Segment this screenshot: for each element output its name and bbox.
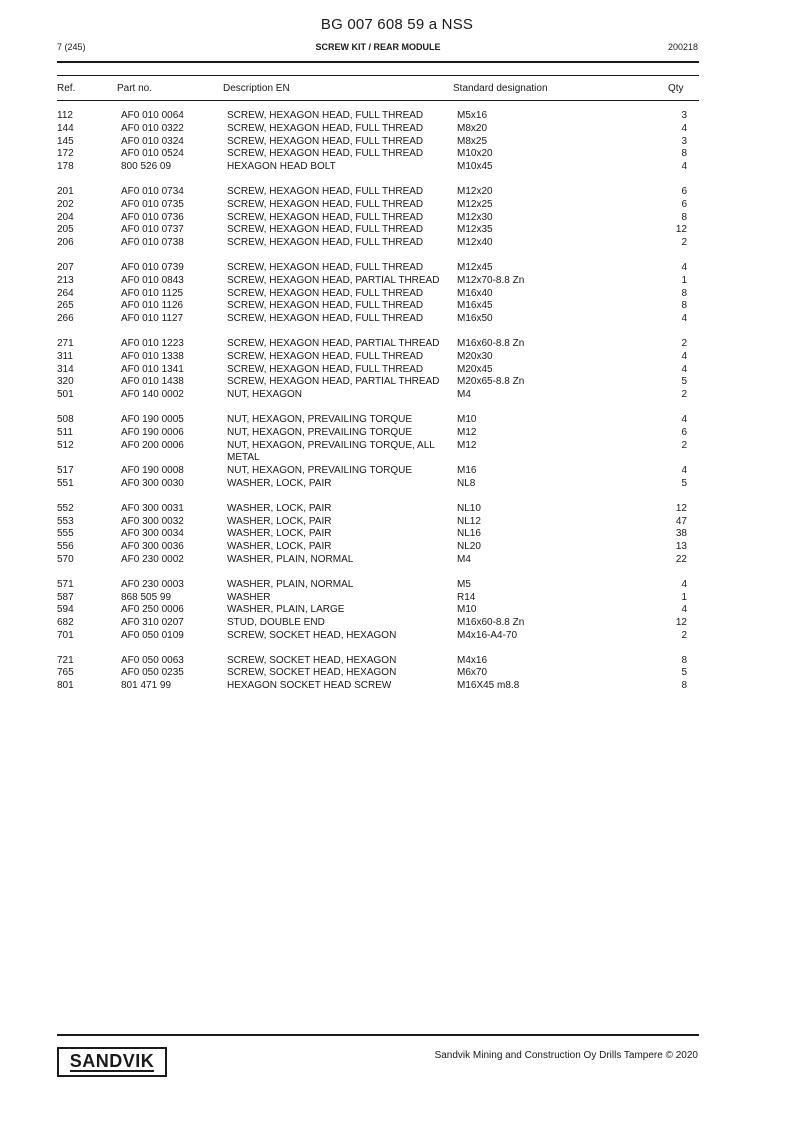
cell-ref: 206	[57, 237, 74, 249]
cell-standard: M4	[457, 553, 471, 565]
cell-standard: M8x25	[457, 135, 488, 147]
page-number: 7 (245)	[57, 42, 86, 52]
cell-part-no: AF0 010 0737	[121, 224, 184, 236]
cell-part-no: AF0 010 1127	[121, 313, 184, 325]
cell-standard: M8x20	[457, 122, 488, 134]
table-row	[57, 275, 699, 288]
cell-description: SCREW, HEXAGON HEAD, FULL THREAD	[227, 350, 424, 362]
cell-part-no: AF0 300 0036	[121, 541, 184, 553]
table-row	[57, 427, 699, 440]
cell-qty: 4	[681, 578, 687, 590]
table-row	[57, 174, 699, 199]
cell-ref: 551	[57, 477, 74, 489]
table-row	[57, 110, 699, 123]
column-header-standard: Standard designation	[453, 83, 548, 94]
cell-description: SCREW, SOCKET HEAD, HEXAGON	[227, 667, 397, 679]
table-row	[57, 617, 699, 630]
table-row	[57, 161, 699, 174]
cell-ref: 266	[57, 313, 74, 325]
cell-standard: M16x45	[457, 300, 493, 312]
date-code: 200218	[667, 42, 698, 52]
cell-qty: 12	[675, 617, 687, 629]
cell-standard: M16X45 m8.8	[457, 680, 520, 692]
cell-qty: 5	[681, 667, 687, 679]
cell-ref: 682	[57, 617, 74, 629]
cell-ref: 801	[57, 680, 74, 692]
cell-qty: 8	[681, 148, 687, 160]
cell-part-no: AF0 010 0739	[121, 261, 184, 273]
cell-standard: M4x16	[457, 654, 488, 666]
cell-ref: 204	[57, 211, 74, 223]
cell-qty: 6	[681, 198, 687, 210]
cell-description: SCREW, HEXAGON HEAD, FULL THREAD	[227, 110, 424, 121]
cell-ref: 501	[57, 389, 74, 401]
cell-qty: 22	[675, 553, 687, 565]
cell-description: SCREW, HEXAGON HEAD, FULL THREAD	[227, 237, 424, 249]
column-header-ref: Ref.	[57, 83, 76, 94]
cell-description: WASHER, PLAIN, NORMAL	[227, 553, 354, 565]
column-header-qty: Qty	[668, 83, 684, 94]
cell-qty: 8	[681, 654, 687, 666]
cell-part-no: AF0 010 0734	[121, 185, 184, 197]
cell-ref: 207	[57, 261, 74, 273]
cell-description: SCREW, HEXAGON HEAD, FULL THREAD	[227, 313, 424, 325]
cell-qty: 5	[681, 376, 687, 388]
cell-ref: 556	[57, 541, 74, 553]
cell-standard: NL8	[457, 477, 476, 489]
cell-standard: M10	[457, 604, 477, 616]
cell-part-no: AF0 050 0235	[121, 667, 184, 679]
table-row	[57, 516, 699, 529]
cell-ref: 721	[57, 654, 74, 666]
table-row	[57, 313, 699, 326]
cell-description: SCREW, HEXAGON HEAD, FULL THREAD	[227, 287, 424, 299]
cell-description: NUT, HEXAGON, PREVAILING TORQUE, ALL METAL	[227, 439, 435, 464]
cell-ref: 765	[57, 667, 74, 679]
cell-qty: 8	[681, 211, 687, 223]
cell-qty: 6	[681, 426, 687, 438]
table-row	[57, 136, 699, 149]
cell-standard: M16x60-8.8 Zn	[457, 617, 525, 629]
cell-standard: M6x70	[457, 667, 488, 679]
cell-description: SCREW, SOCKET HEAD, HEXAGON	[227, 629, 397, 641]
cell-qty: 12	[675, 502, 687, 514]
cell-standard: NL20	[457, 541, 481, 553]
cell-part-no: 800 526 09	[121, 161, 172, 173]
cell-part-no: AF0 300 0032	[121, 515, 184, 527]
cell-qty: 38	[675, 528, 687, 540]
cell-standard: M12x70-8.8 Zn	[457, 274, 525, 286]
cell-description: WASHER, LOCK, PAIR	[227, 477, 332, 489]
cell-ref: 701	[57, 629, 74, 641]
cell-part-no: AF0 190 0008	[121, 465, 184, 477]
table-row	[57, 351, 699, 364]
cell-part-no: AF0 190 0005	[121, 413, 184, 425]
table-row	[57, 528, 699, 541]
cell-part-no: AF0 010 1438	[121, 376, 184, 388]
footer-copyright: Sandvik Mining and Construction Oy Drills Tampere © 2020	[434, 1050, 698, 1061]
table-row	[57, 237, 699, 250]
cell-description: SCREW, HEXAGON HEAD, FULL THREAD	[227, 211, 424, 223]
cell-standard: M10	[457, 413, 477, 425]
cell-description: SCREW, HEXAGON HEAD, FULL THREAD	[227, 198, 424, 210]
table-row	[57, 224, 699, 237]
cell-description: SCREW, HEXAGON HEAD, FULL THREAD	[227, 261, 424, 273]
cell-description: WASHER, LOCK, PAIR	[227, 502, 332, 514]
cell-standard: M16x50	[457, 313, 493, 325]
cell-qty: 2	[681, 237, 687, 249]
cell-description: STUD, DOUBLE END	[227, 617, 325, 629]
cell-qty: 4	[681, 261, 687, 273]
cell-qty: 2	[681, 337, 687, 349]
cell-part-no: AF0 010 1338	[121, 350, 184, 362]
cell-ref: 320	[57, 376, 74, 388]
cell-standard: M5x16	[457, 110, 488, 121]
cell-part-no: AF0 300 0030	[121, 477, 184, 489]
cell-part-no: AF0 010 1125	[121, 287, 184, 299]
cell-standard: R14	[457, 591, 476, 603]
cell-qty: 4	[681, 413, 687, 425]
table-row	[57, 123, 699, 136]
cell-standard: NL12	[457, 515, 481, 527]
table-row	[57, 288, 699, 301]
footer-divider	[57, 1034, 699, 1036]
cell-ref: 201	[57, 185, 74, 197]
cell-description: SCREW, HEXAGON HEAD, FULL THREAD	[227, 135, 424, 147]
table-row	[57, 440, 699, 466]
cell-qty: 8	[681, 680, 687, 692]
cell-ref: 511	[57, 426, 73, 438]
column-header-part-no: Part no.	[117, 83, 153, 94]
cell-qty: 8	[681, 287, 687, 299]
cell-ref: 202	[57, 198, 74, 210]
header-divider	[57, 61, 699, 63]
cell-standard: M12x45	[457, 261, 493, 273]
cell-standard: NL10	[457, 502, 481, 514]
table-row	[57, 541, 699, 554]
cell-description: SCREW, HEXAGON HEAD, FULL THREAD	[227, 148, 424, 160]
cell-ref: 264	[57, 287, 74, 299]
cell-description: SCREW, HEXAGON HEAD, PARTIAL THREAD	[227, 376, 440, 388]
cell-qty: 5	[681, 477, 687, 489]
table-row	[57, 250, 699, 275]
cell-ref: 311	[57, 350, 73, 362]
cell-description: WASHER, PLAIN, LARGE	[227, 604, 345, 616]
cell-ref: 512	[57, 439, 74, 451]
cell-qty: 12	[675, 224, 687, 236]
cell-qty: 4	[681, 122, 687, 134]
cell-qty: 8	[681, 300, 687, 312]
cell-description: SCREW, HEXAGON HEAD, FULL THREAD	[227, 363, 424, 375]
cell-standard: M4x16-A4-70	[457, 629, 518, 641]
cell-description: HEXAGON HEAD BOLT	[227, 161, 336, 173]
cell-standard: M12x40	[457, 237, 493, 249]
cell-qty: 6	[681, 185, 687, 197]
logo-text: SANDVIK	[69, 1051, 155, 1071]
parts-table	[57, 110, 699, 693]
cell-description: WASHER, LOCK, PAIR	[227, 541, 332, 553]
cell-standard: M5	[457, 578, 471, 590]
cell-part-no: 801 471 99	[121, 680, 172, 692]
column-header-description: Description EN	[223, 83, 290, 94]
cell-ref: 571	[57, 578, 74, 590]
cell-ref: 265	[57, 300, 74, 312]
section-title: SCREW KIT / REAR MODULE	[315, 42, 441, 52]
table-row	[57, 326, 699, 351]
table-row	[57, 364, 699, 377]
cell-standard: M12x25	[457, 198, 493, 210]
cell-standard: M20x65-8.8 Zn	[457, 376, 525, 388]
cell-ref: 112	[57, 110, 73, 121]
cell-part-no: AF0 300 0031	[121, 502, 184, 514]
cell-qty: 4	[681, 161, 687, 173]
table-row	[57, 630, 699, 643]
table-row	[57, 491, 699, 516]
table-row	[57, 478, 699, 491]
cell-description: WASHER	[227, 591, 271, 603]
table-row	[57, 567, 699, 592]
cell-standard: M12	[457, 439, 477, 451]
cell-description: NUT, HEXAGON, PREVAILING TORQUE	[227, 413, 413, 425]
cell-ref: 172	[57, 148, 74, 160]
cell-part-no: 868 505 99	[121, 591, 172, 603]
cell-description: NUT, HEXAGON, PREVAILING TORQUE	[227, 465, 413, 477]
cell-standard: M10x45	[457, 161, 493, 173]
cell-qty: 1	[681, 591, 687, 603]
cell-qty: 47	[675, 515, 687, 527]
cell-part-no: AF0 010 0324	[121, 135, 184, 147]
cell-qty: 2	[681, 439, 687, 451]
cell-part-no: AF0 010 0064	[121, 110, 184, 121]
column-header-top-rule	[57, 75, 699, 76]
table-row	[57, 199, 699, 212]
cell-ref: 587	[57, 591, 74, 603]
cell-qty: 3	[681, 135, 687, 147]
cell-standard: M16x40	[457, 287, 493, 299]
cell-part-no: AF0 010 0736	[121, 211, 184, 223]
table-row	[57, 148, 699, 161]
cell-ref: 145	[57, 135, 74, 147]
cell-standard: NL16	[457, 528, 481, 540]
cell-part-no: AF0 010 0735	[121, 198, 184, 210]
cell-standard: M20x30	[457, 350, 493, 362]
cell-qty: 13	[675, 541, 687, 553]
cell-standard: M12x20	[457, 185, 493, 197]
cell-qty: 4	[681, 313, 687, 325]
table-row	[57, 554, 699, 567]
cell-qty: 4	[681, 363, 687, 375]
sandvik-logo	[57, 1047, 167, 1077]
cell-description: WASHER, PLAIN, NORMAL	[227, 578, 354, 590]
cell-part-no: AF0 010 0843	[121, 274, 184, 286]
cell-ref: 213	[57, 274, 74, 286]
cell-part-no: AF0 010 1223	[121, 337, 184, 349]
cell-ref: 314	[57, 363, 74, 375]
cell-part-no: AF0 140 0002	[121, 389, 184, 401]
cell-standard: M20x45	[457, 363, 493, 375]
cell-qty: 3	[681, 110, 687, 121]
table-row	[57, 465, 699, 478]
cell-description: SCREW, HEXAGON HEAD, PARTIAL THREAD	[227, 337, 440, 349]
cell-standard: M10x20	[457, 148, 493, 160]
cell-qty: 2	[681, 389, 687, 401]
cell-part-no: AF0 050 0109	[121, 629, 184, 641]
cell-ref: 517	[57, 465, 74, 477]
cell-part-no: AF0 310 0207	[121, 617, 184, 629]
cell-part-no: AF0 010 0322	[121, 122, 184, 134]
cell-ref: 205	[57, 224, 74, 236]
cell-standard: M12x30	[457, 211, 493, 223]
table-row	[57, 643, 699, 668]
table-row	[57, 592, 699, 605]
cell-part-no: AF0 230 0003	[121, 578, 184, 590]
table-row	[57, 667, 699, 680]
cell-qty: 4	[681, 350, 687, 362]
cell-ref: 553	[57, 515, 74, 527]
cell-qty: 2	[681, 629, 687, 641]
column-header-bottom-rule	[57, 100, 699, 101]
cell-standard: M12x35	[457, 224, 493, 236]
parts-table-body	[57, 110, 699, 693]
cell-standard: M12	[457, 426, 477, 438]
cell-ref: 178	[57, 161, 74, 173]
cell-part-no: AF0 190 0006	[121, 426, 184, 438]
cell-part-no: AF0 050 0063	[121, 654, 184, 666]
cell-ref: 552	[57, 502, 74, 514]
cell-description: WASHER, LOCK, PAIR	[227, 515, 332, 527]
cell-description: NUT, HEXAGON, PREVAILING TORQUE	[227, 426, 413, 438]
table-row	[57, 680, 699, 693]
cell-part-no: AF0 010 1341	[121, 363, 184, 375]
cell-qty: 4	[681, 465, 687, 477]
table-row	[57, 604, 699, 617]
cell-standard: M16x60-8.8 Zn	[457, 337, 525, 349]
cell-part-no: AF0 010 0524	[121, 148, 184, 160]
cell-description: SCREW, HEXAGON HEAD, FULL THREAD	[227, 224, 424, 236]
cell-part-no: AF0 250 0006	[121, 604, 184, 616]
cell-description: NUT, HEXAGON	[227, 389, 303, 401]
cell-part-no: AF0 200 0006	[121, 439, 184, 451]
table-row	[57, 402, 699, 427]
cell-part-no: AF0 010 1126	[121, 300, 184, 312]
cell-description: SCREW, HEXAGON HEAD, FULL THREAD	[227, 300, 424, 312]
cell-ref: 555	[57, 528, 74, 540]
cell-ref: 570	[57, 553, 74, 565]
cell-part-no: AF0 010 0738	[121, 237, 184, 249]
cell-qty: 1	[681, 274, 687, 286]
cell-part-no: AF0 230 0002	[121, 553, 184, 565]
cell-description: SCREW, HEXAGON HEAD, FULL THREAD	[227, 122, 424, 134]
document-title: BG 007 608 59 a NSS	[320, 16, 474, 33]
cell-ref: 594	[57, 604, 74, 616]
table-row	[57, 212, 699, 225]
cell-standard: M4	[457, 389, 471, 401]
cell-description: WASHER, LOCK, PAIR	[227, 528, 332, 540]
cell-ref: 508	[57, 413, 74, 425]
table-row	[57, 376, 699, 389]
cell-description: SCREW, HEXAGON HEAD, FULL THREAD	[227, 185, 424, 197]
table-row	[57, 389, 699, 402]
cell-standard: M16	[457, 465, 477, 477]
cell-ref: 271	[57, 337, 74, 349]
cell-description: SCREW, HEXAGON HEAD, PARTIAL THREAD	[227, 274, 440, 286]
cell-description: SCREW, SOCKET HEAD, HEXAGON	[227, 654, 397, 666]
cell-qty: 4	[681, 604, 687, 616]
table-row	[57, 300, 699, 313]
cell-description: HEXAGON SOCKET HEAD SCREW	[227, 680, 392, 692]
cell-ref: 144	[57, 122, 74, 134]
cell-part-no: AF0 300 0034	[121, 528, 184, 540]
